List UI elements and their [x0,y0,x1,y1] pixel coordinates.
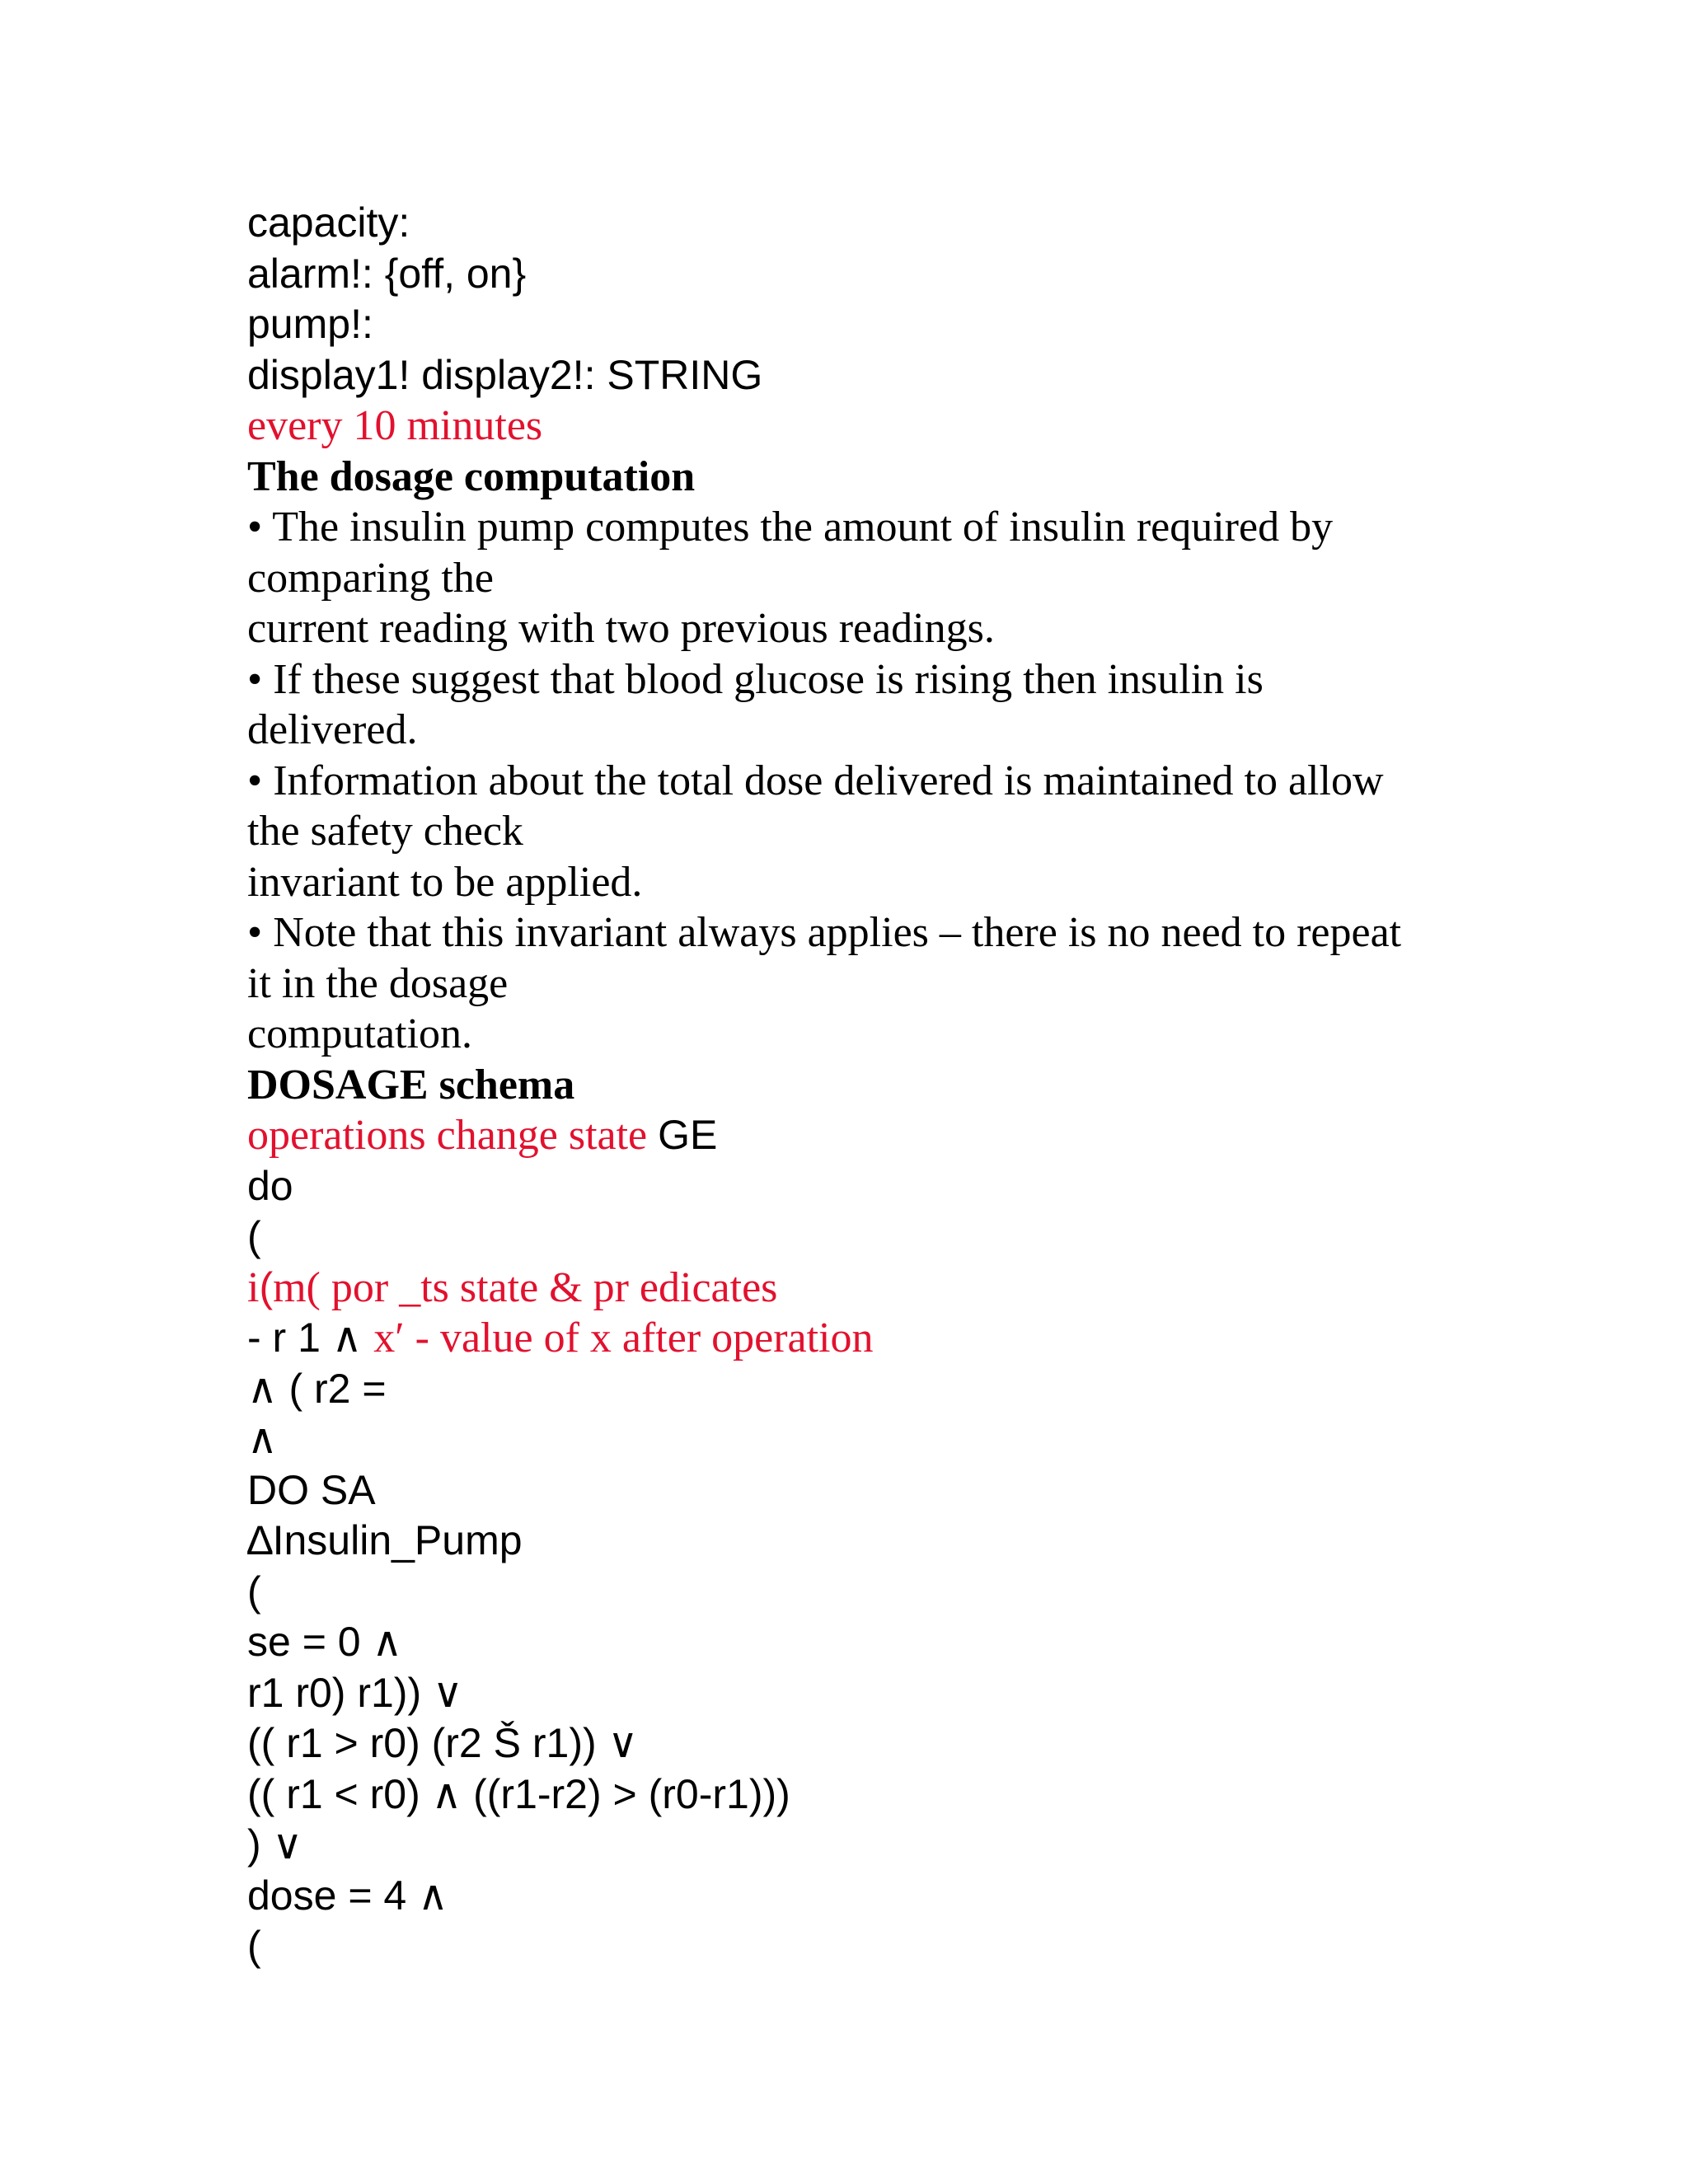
text-line [247,1820,1467,1871]
text-line [247,299,1467,350]
text-segment: GE [658,1112,718,1158]
text-segment: • The insulin pump computes the amount of insulin required by [247,504,1334,551]
text-segment: ∧ ( r2 = [247,1365,387,1412]
text-segment: ( [247,1213,261,1259]
text-segment: se = 0 ∧ [247,1619,403,1665]
text-line [247,452,1467,503]
text-line [247,1921,1467,1972]
text-line [247,603,1467,654]
text-line [247,1567,1467,1618]
text-line [247,1414,1467,1465]
text-segment: m( por _ts state & pr edicates [273,1263,778,1311]
text-segment: the safety check [247,808,523,855]
text-segment: invariant to be applied. [247,858,643,906]
text-segment: capacity: [247,199,410,246]
text-line [247,350,1467,401]
text-segment: current reading with two previous readings. [247,605,995,652]
text-line [247,1009,1467,1060]
text-line [247,1364,1467,1415]
text-line [247,1769,1467,1821]
text-segment: DO SA [247,1466,376,1513]
text-line [247,1313,1467,1364]
text-line [247,249,1467,300]
text-line [247,1516,1467,1567]
text-segment: display1! display2!: STRING [247,351,763,398]
text-segment: ( [259,1263,274,1310]
text-line [247,756,1467,807]
text-segment: • If these suggest that blood glucose is rising then insulin is [247,655,1264,703]
text-segment: alarm!: {off, on} [247,250,527,297]
text-segment: every 10 minutes [247,402,543,449]
text-segment: • Note that this invariant always applies – there is no need to repeat [247,909,1402,956]
text-line [247,1060,1467,1111]
text-line [247,1161,1467,1212]
text-line [247,1212,1467,1263]
text-line [247,553,1467,604]
text-segment: operations change state [247,1112,659,1159]
text-line [247,654,1467,705]
text-segment: computation. [247,1010,472,1057]
text-line [247,1668,1467,1719]
text-segment: it in the dosage [247,959,509,1007]
text-segment: • Information about the total dose delivered is maintained to allow [247,757,1384,804]
text-segment: ( [247,1923,261,1969]
text-segment: comparing the [247,554,494,602]
text-line [247,806,1467,857]
text-segment: do [247,1162,293,1209]
text-segment: i [247,1263,260,1311]
text-segment: dose = 4 ∧ [247,1872,448,1919]
text-line [247,1871,1467,1922]
text-line [247,958,1467,1010]
text-segment: ∧ [247,1416,278,1462]
text-line [247,1617,1467,1668]
text-line [247,198,1467,249]
text-line [247,502,1467,553]
text-line [247,1465,1467,1516]
text-segment: ) ∨ [247,1821,303,1868]
text-segment: - r 1 ∧ [247,1315,374,1361]
text-line [247,401,1467,452]
text-segment: delivered. [247,706,418,753]
text-line [247,857,1467,908]
text-segment: (( r1 < r0) ∧ ((r1-r2) > (r0-r1))) [247,1770,790,1817]
text-segment: pump!: [247,301,373,347]
text-line [247,1110,1467,1161]
text-line [247,1263,1467,1314]
text-segment: The dosage computation [247,452,696,500]
text-segment: ( [247,1568,261,1615]
text-segment: DOSAGE schema [247,1061,575,1108]
text-segment: x′ - value of x after operation [373,1315,874,1361]
text-segment: (( r1 > r0) (r2 Š r1)) ∨ [247,1720,639,1766]
text-segment: r1 r0) r1)) ∨ [247,1669,463,1716]
document-page [247,198,1467,1972]
text-segment: ∆Insulin_Pump [247,1517,523,1563]
text-line [247,705,1467,756]
text-line [247,1718,1467,1769]
text-line [247,907,1467,958]
